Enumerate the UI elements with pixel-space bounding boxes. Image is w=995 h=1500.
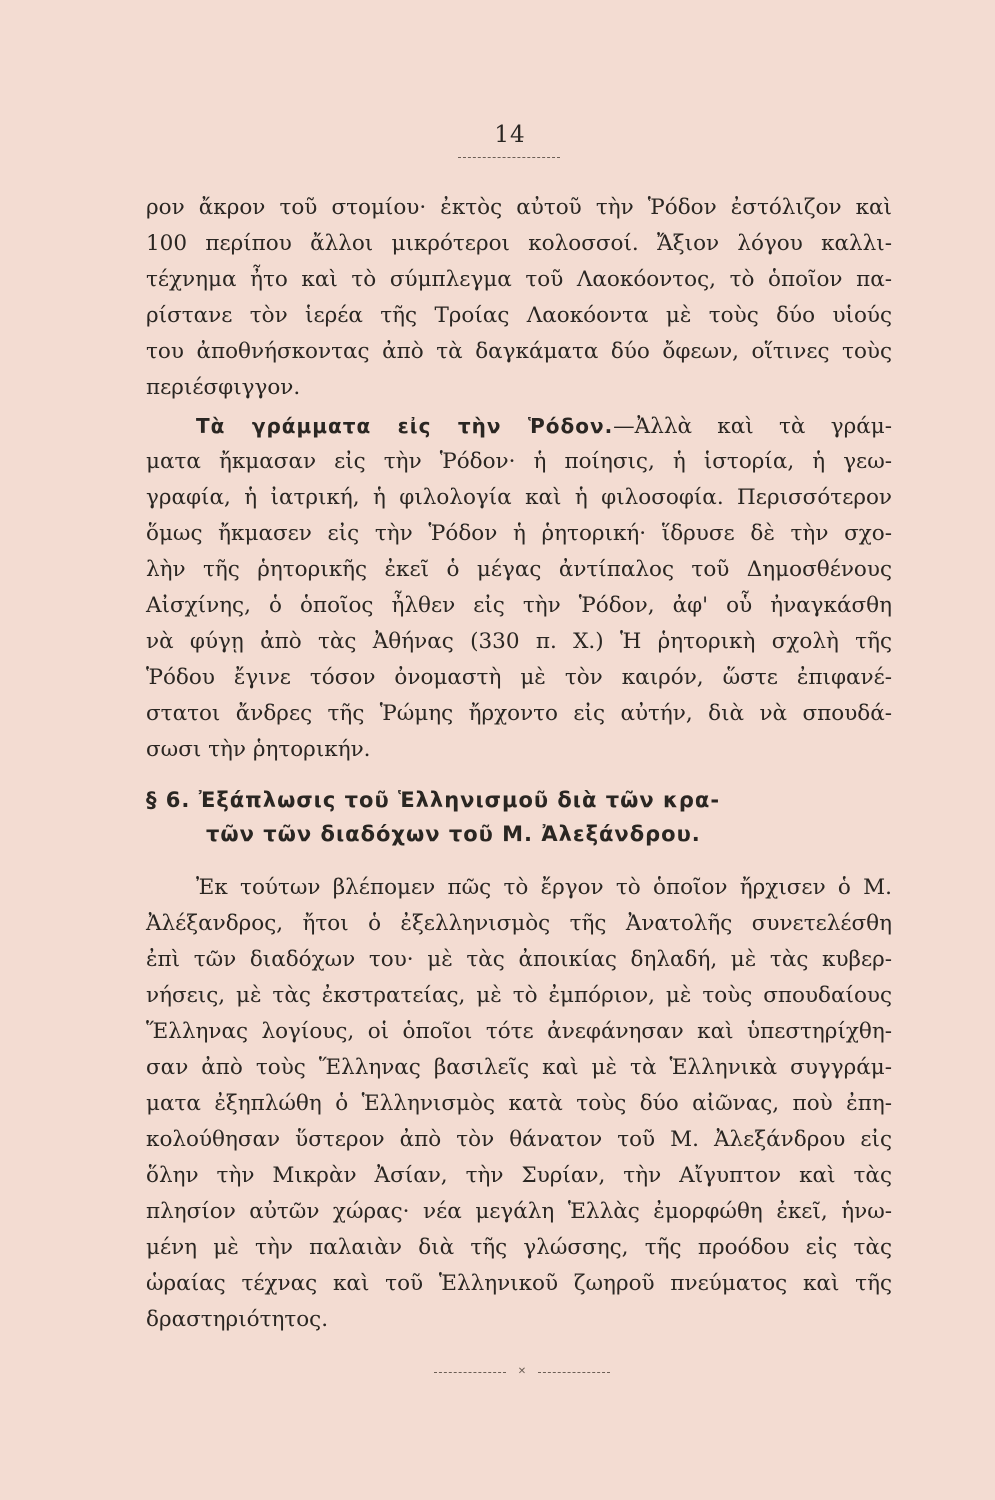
text-line: περιέσφιγγον. [146,375,301,400]
section-heading-line-1: § 6. Ἐξάπλωσις τοῦ Ἑλληνισμοῦ διὰ τῶν κρα- [146,788,721,812]
text-line: σαν ἀπὸ τοὺς Ἕλληνας βασιλεῖς καὶ μὲ τὰ Ἑλληνικὰ συγγράμ- [146,1055,892,1080]
text-line: ματα ἤκμασαν εἰς τὴν Ῥόδον· ἡ ποίησις, ἡ ἱστορία, ἡ γεω- [146,449,892,474]
text-line: ρίστανε τὸν ἱερέα τῆς Τροίας Λαοκόοντα μὲ τοὺς δύο υἱούς [146,303,892,328]
heading-line-continuation: —Ἀλλὰ καὶ τὰ γράμ- [613,414,892,439]
text-line: μένη μὲ τὴν παλαιὰν διὰ τῆς γλώσσης, τῆς προόδου εἰς τὰς [146,1235,892,1260]
text-line: κολούθησαν ὕστερον ἀπὸ τὸν θάνατον τοῦ Μ. Ἀλεξάνδρου εἰς [146,1127,892,1152]
text-line: Ῥόδου ἔγινε τόσον ὀνομαστὴ μὲ τὸν καιρόν, ὥστε ἐπιφανέ- [146,665,892,690]
text-line: τέχνημα ἦτο καὶ τὸ σύμπλεγμα τοῦ Λαοκόοντος, τὸ ὁποῖον πα- [146,267,892,292]
inline-heading: Τὰ γράμματα εἰς τὴν Ῥόδον. [196,414,614,438]
text-line: ἐπὶ τῶν διαδόχων του· μὲ τὰς ἀποικίας δηλαδή, μὲ τὰς κυβερ- [146,947,892,972]
text-line: Αἰσχίνης, ὁ ὁποῖος ἦλθεν εἰς τὴν Ῥόδον, ἀφ' οὗ ἠναγκάσθη [146,593,892,618]
text-line-with-heading [196,408,892,444]
text-line: ματα ἐξηπλώθη ὁ Ἑλληνισμὸς κατὰ τοὺς δύο αἰῶνας, ποὺ ἐπη- [146,1091,892,1116]
page-number: 14 [494,122,526,148]
text-line: γραφία, ἡ ἰατρική, ἡ φιλολογία καὶ ἡ φιλοσοφία. Περισσότερον [146,485,892,510]
text-line: νήσεις, μὲ τὰς ἐκστρατείας, μὲ τὸ ἐμπόριον, μὲ τοὺς σπουδαίους [146,983,892,1008]
text-line: Ἀλέξανδρος, ἤτοι ὁ ἐξελληνισμὸς τῆς Ἀνατολῆς συνετελέσθη [146,911,892,936]
text-line: νὰ φύγῃ ἀπὸ τὰς Ἀθήνας (330 π. Χ.) Ἡ ῥητορικὴ σχολὴ τῆς [146,629,892,654]
text-line: ὅμως ἤκμασεν εἰς τὴν Ῥόδον ἡ ῥητορική· ἵδρυσε δὲ τὴν σχο- [146,521,892,546]
text-line: πλησίον αὐτῶν χώρας· νέα μεγάλη Ἑλλὰς ἐμορφώθη ἐκεῖ, ἡνω- [146,1199,892,1224]
text-line: Ἕλληνας λογίους, οἱ ὁποῖοι τότε ἀνεφάνησαν καὶ ὑπεστηρίχθη- [146,1019,892,1044]
text-line: σωσι τὴν ῥητορικήν. [146,737,371,762]
text-line: 100 περίπου ἄλλοι μικρότεροι κολοσσοί. Ἄξιον λόγου καλλι- [146,231,892,256]
text-line: ὡραίας τέχνας καὶ τοῦ Ἑλληνικοῦ ζωηροῦ πνεύματος καὶ τῆς [146,1271,892,1296]
ornament-icon: ✕ [517,1366,527,1377]
text-line: ὅλην τὴν Μικρὰν Ἀσίαν, τὴν Συρίαν, τὴν Αἴγυπτον καὶ τὰς [146,1163,892,1188]
text-line: δραστηριότητος. [146,1307,329,1332]
text-line: Ἐκ τούτων βλέπομεν πῶς τὸ ἔργον τὸ ὁποῖον ἤρχισεν ὁ Μ. [196,875,892,900]
text-line: ρον ἄκρον τοῦ στομίου· ἐκτὸς αὐτοῦ τὴν Ῥόδον ἐστόλιζον καὶ [146,195,892,220]
footer-rule-left [434,1372,506,1373]
footer-rule-right [538,1372,610,1373]
section-heading-line-2: τῶν τῶν διαδόχων τοῦ Μ. Ἀλεξάνδρου. [206,822,701,846]
text-line: του ἀποθνήσκοντας ἀπὸ τὰ δαγκάματα δύο ὄφεων, οἵτινες τοὺς [146,339,892,364]
page-number-rule [458,157,560,158]
footer-ornament [434,1366,614,1380]
text-line: στατοι ἄνδρες τῆς Ῥώμης ἤρχοντο εἰς αὐτήν, διὰ νὰ σπουδά- [146,701,892,726]
text-line: λὴν τῆς ῥητορικῆς ἐκεῖ ὁ μέγας ἀντίπαλος τοῦ Δημοσθένους [146,557,892,582]
